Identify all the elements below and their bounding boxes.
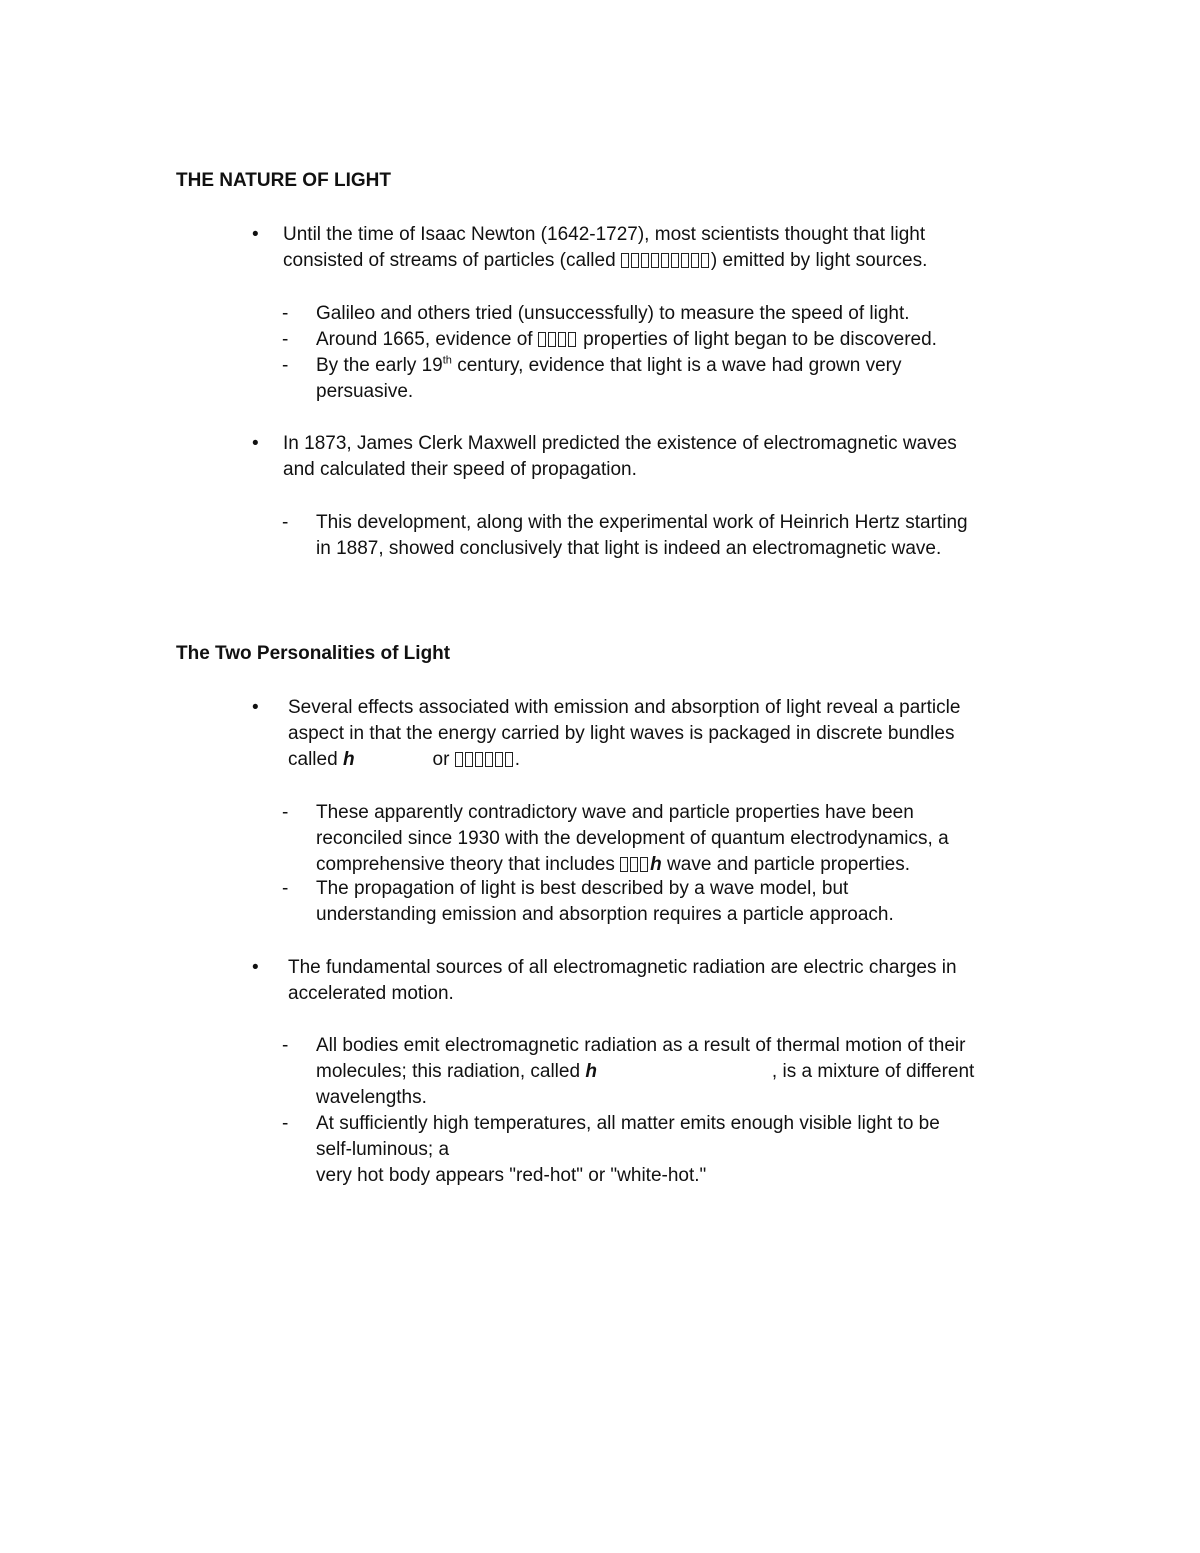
dash-contradictory xyxy=(316,800,1058,878)
dash-galileo: Galileo and others tried (unsuccessfully) to measure the speed of light. xyxy=(316,303,910,324)
dash-high-temperatures xyxy=(316,1111,1058,1189)
bullet-particle-line3-pre: called xyxy=(288,749,338,770)
dash-early-19th-line2: persuasive. xyxy=(316,381,414,402)
missing-glyph-boxes xyxy=(620,854,650,875)
bullet-maxwell xyxy=(283,431,1058,483)
dash-marker: - xyxy=(282,878,289,899)
dash-contradictory-line3-post: wave and particle properties. xyxy=(661,854,910,875)
bullet-particle-or: or xyxy=(432,749,450,770)
bullet-particle-aspect xyxy=(288,695,1058,773)
dash-hertz-line2: in 1887, showed conclusively that light is indeed an electromagnetic wave. xyxy=(316,538,942,559)
superscript-th: th xyxy=(442,354,452,367)
italic-h-glyph: h xyxy=(342,749,355,770)
dash-thermal-radiation xyxy=(316,1033,1058,1111)
dash-hightemp-line1: At sufficiently high temperatures, all matter emits enough visible light to be xyxy=(316,1113,940,1134)
bullet-marker: • xyxy=(252,957,259,978)
dash-around-1665-pre: Around 1665, evidence of xyxy=(316,329,533,350)
bullet-maxwell-line2: and calculated their speed of propagation. xyxy=(283,459,637,480)
dash-hertz xyxy=(316,510,1058,562)
bullet-newton-line1: Until the time of Isaac Newton (1642-1727), most scientists thought that light xyxy=(283,224,926,245)
dash-marker: - xyxy=(282,329,289,350)
dash-marker: - xyxy=(282,303,289,324)
dash-contradictory-line2: reconciled since 1930 with the development of quantum electrodynamics, a xyxy=(316,828,949,849)
bullet-marker: • xyxy=(252,224,259,245)
dash-early-19th xyxy=(316,353,1058,405)
bullet-particle-line1: Several effects associated with emission and absorption of light reveal a particle xyxy=(288,697,961,718)
dash-hightemp-line3: very hot body appears "red-hot" or "white-hot." xyxy=(316,1165,707,1186)
missing-glyph-boxes xyxy=(621,250,711,271)
bullet-maxwell-line1: In 1873, James Clerk Maxwell predicted the existence of electromagnetic waves xyxy=(283,433,957,454)
dash-thermal-line2-pre: molecules; this radiation, called xyxy=(316,1061,581,1082)
missing-glyph-boxes xyxy=(538,329,578,350)
dash-thermal-line1: All bodies emit electromagnetic radiation as a result of thermal motion of their xyxy=(316,1035,966,1056)
dash-around-1665-post: properties of light began to be discovered. xyxy=(583,329,937,350)
bullet-fundamental-sources xyxy=(288,955,1058,1007)
dash-marker: - xyxy=(282,512,289,533)
bullet-particle-line2: aspect in that the energy carried by light waves is packaged in discrete bundles xyxy=(288,723,955,744)
bullet-marker: • xyxy=(252,433,259,454)
dash-hertz-line1: This development, along with the experimental work of Heinrich Hertz starting xyxy=(316,512,968,533)
italic-h-glyph: h xyxy=(585,1061,597,1082)
dash-propagation-line1: The propagation of light is best described by a wave model, but xyxy=(316,878,849,899)
dash-contradictory-line3-pre: comprehensive theory that includes xyxy=(316,854,615,875)
dash-thermal-line3: wavelengths. xyxy=(316,1087,427,1108)
dash-contradictory-line1: These apparently contradictory wave and particle properties have been xyxy=(316,802,914,823)
bullet-marker: • xyxy=(252,697,259,718)
bullet-newton-line2-post: ) emitted by light sources. xyxy=(710,250,928,271)
dash-around-1665 xyxy=(316,327,1058,353)
dash-propagation-line2: understanding emission and absorption requires a particle approach. xyxy=(316,904,894,925)
dash-early-19th-pre: By the early 19 xyxy=(316,355,443,376)
missing-glyph-boxes xyxy=(455,749,515,770)
bullet-particle-period: . xyxy=(514,749,521,770)
dash-propagation xyxy=(316,876,1058,928)
dash-marker: - xyxy=(282,1113,289,1134)
section-title-two-personalities: The Two Personalities of Light xyxy=(176,643,451,664)
dash-thermal-line2-post: , is a mixture of different xyxy=(771,1061,975,1082)
dash-hightemp-line2: self-luminous; a xyxy=(316,1139,450,1160)
bullet-newton xyxy=(283,222,1058,274)
dash-marker: - xyxy=(282,802,289,823)
section-title-nature-of-light: THE NATURE OF LIGHT xyxy=(176,170,391,191)
bullet-sources-line1: The fundamental sources of all electromagnetic radiation are electric charges in xyxy=(288,957,957,978)
bullet-newton-line2-pre: consisted of streams of particles (called xyxy=(283,250,616,271)
italic-h-glyph: h xyxy=(650,854,662,875)
dash-marker: - xyxy=(282,1035,289,1056)
bullet-sources-line2: accelerated motion. xyxy=(288,983,454,1004)
dash-marker: - xyxy=(282,355,289,376)
dash-early-19th-post: century, evidence that light is a wave had grown very xyxy=(451,355,902,376)
